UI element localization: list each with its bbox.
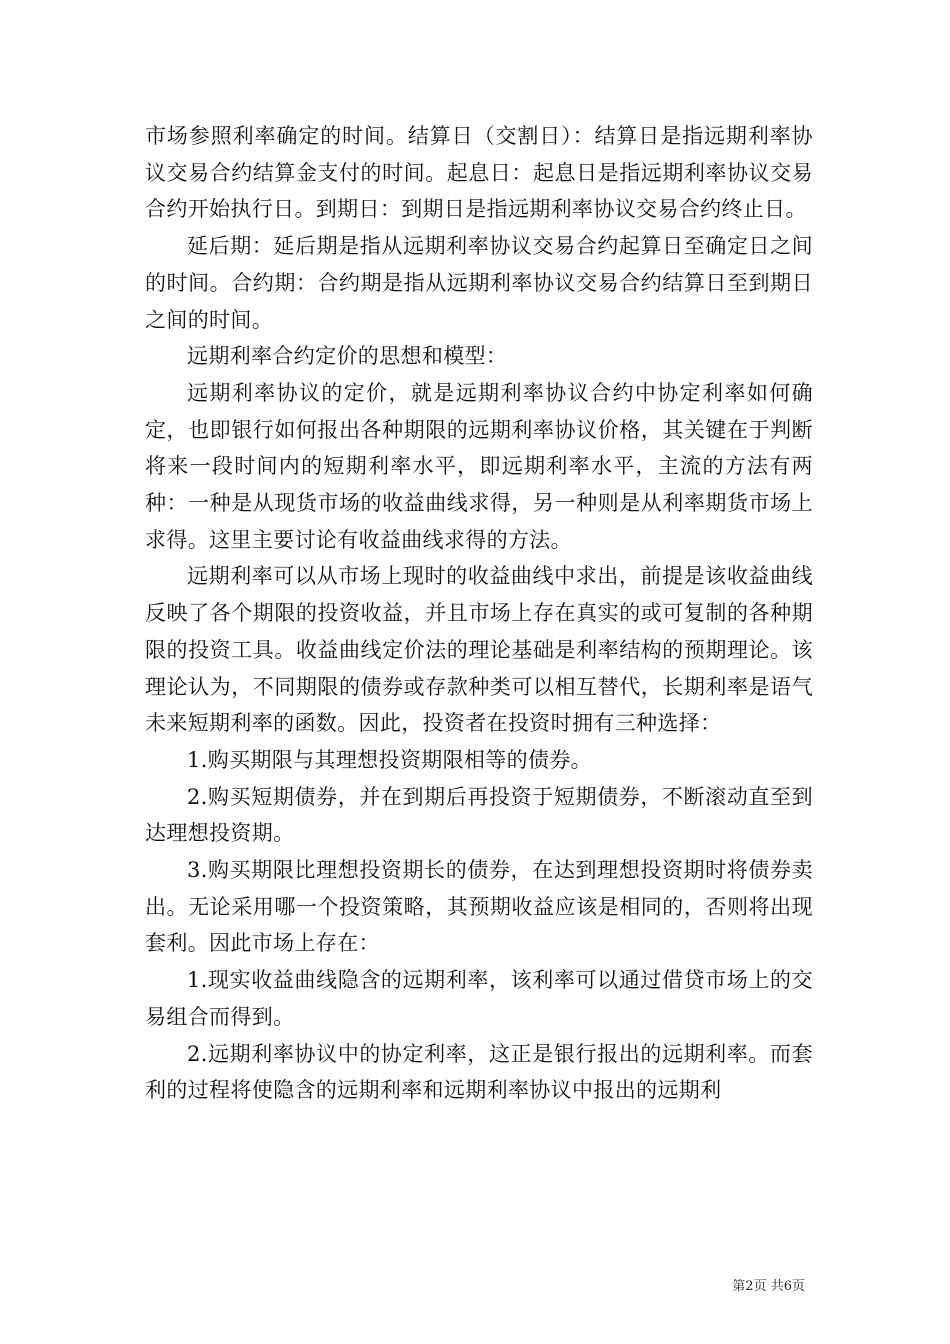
footer-mid: 页 共 [753,1279,784,1294]
list-item-market-1: 1.现实收益曲线隐含的远期利率，该利率可以通过借贷市场上的交易组合而得到。 [145,968,813,1029]
paragraph-dates-definitions: 市场参照利率确定的时间。结算日（交割日）：结算日是指远期利率协议交易合约结算金支付的时间。起息日：起息日是指远期利率协议交易合约开始执行日。到期日：到期日是指远期利率协议交易合约终止日。 [145,124,813,222]
paragraph-pricing-intro: 远期利率协议的定价，就是远期利率协议合约中协定利率如何确定，也即银行如何报出各种期限的远期利率协议价格，其关键在于判断将来一段时间内的短期利率水平，即远期利率水平，主流的方法有两种：一种是从现货市场的收益曲线求得，另一种则是从利率期货市场上求得。这里主要讨论有收益曲线求得的方法。 [145,380,813,552]
footer-prefix: 第 [732,1279,746,1294]
footer-current-page: 2 [745,1279,754,1294]
page-number-footer [732,1275,805,1294]
paragraph-pricing-heading: 远期利率合约定价的思想和模型： [187,344,508,369]
list-item-choice-3: 3.购买期限比理想投资期长的债券，在达到理想投资期时将债券卖出。无论采用哪一个投资策略，其预期收益应该是相同的，否则将出现套利。因此市场上存在： [145,858,813,956]
paragraph-deferment-period: 延后期：延后期是指从远期利率协议交易合约起算日至确定日之间的时间。合约期：合约期是指从远期利率协议交易合约结算日至到期日之间的时间。 [145,234,813,332]
list-item-market-2: 2.远期利率协议中的协定利率，这正是银行报出的远期利率。而套利的过程将使隐含的远期利率和远期利率协议中报出的远期利 [145,1041,813,1103]
paragraph-yield-curve: 远期利率可以从市场上现时的收益曲线中求出，前提是该收益曲线反映了各个期限的投资收益，并且市场上存在真实的或可复制的各种期限的投资工具。收益曲线定价法的理论基础是利率结构的预期理论。该理论认为，不同期限的债券或存款种类可以相互替代，长期利率是语气未来短期利率的函数。因此，投资者在投资时拥有三种选择： [145,564,813,736]
list-item-choice-2: 2.购买短期债券，并在到期后再投资于短期债券，不断滚动直至到达理想投资期。 [145,784,813,846]
document-body [145,118,813,1109]
footer-suffix: 页 [791,1279,805,1294]
footer-total-pages: 6 [783,1279,792,1294]
list-item-choice-1: 1.购买期限与其理想投资期限相等的债券。 [187,747,593,772]
